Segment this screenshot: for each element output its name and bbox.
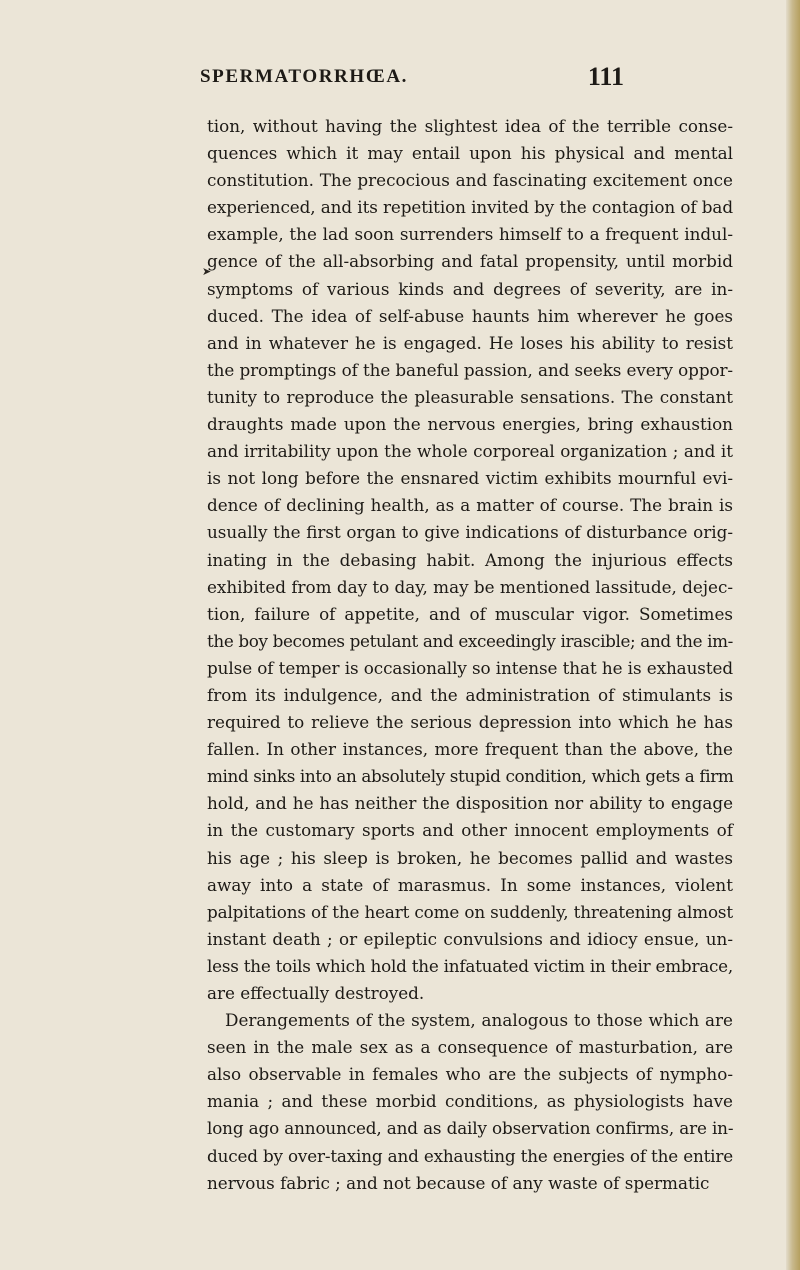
text-line: his age ; his sleep is broken, he becomes pallid and wastes: [207, 847, 733, 868]
text-line: hold, and he has neither the disposition nor ability to engage: [207, 793, 733, 814]
text-line: and in whatever he is engaged. He loses his ability to resist: [207, 332, 733, 353]
text-line: dence of declining health, as a matter of course. The brain is: [207, 495, 733, 516]
text-line: symptoms of various kinds and degrees of severity, are in-: [207, 278, 733, 299]
text-line: constitution. The precocious and fascinating excitement once: [207, 170, 733, 191]
text-line-paragraph-start: Derangements of the system, analogous to those which are: [225, 1010, 733, 1031]
text-line: inating in the debasing habit. Among the injurious effects: [207, 549, 733, 570]
text-line: quences which it may entail upon his physical and mental: [207, 143, 733, 164]
text-line: experienced, and its repetition invited by the contagion of bad: [207, 197, 733, 218]
text-line: instant death ; or epileptic convulsions and idiocy ensue, un-: [207, 928, 733, 949]
text-line: duced by over-taxing and exhausting the energies of the entire: [207, 1145, 733, 1166]
running-head: SPERMATORRHŒA.: [200, 66, 409, 87]
text-line: is not long before the ensnared victim exhibits mournful evi-: [207, 468, 733, 489]
text-line: the boy becomes petulant and exceedingly irascible; and the im-: [207, 630, 733, 651]
text-line: away into a state of marasmus. In some instances, violent: [207, 874, 733, 895]
text-line: and irritability upon the whole corporeal organization ; and it: [207, 441, 733, 462]
text-line: in the customary sports and other innocent employments of: [207, 820, 733, 841]
page-edge: [786, 0, 800, 1270]
body-text: [207, 113, 733, 1197]
text-line: usually the first organ to give indications of disturbance orig-: [207, 522, 733, 543]
text-line: are effectually destroyed.: [207, 983, 425, 1003]
text-line: also observable in females who are the subjects of nympho-: [207, 1064, 733, 1085]
text-line: tunity to reproduce the pleasurable sensations. The constant: [207, 386, 733, 407]
text-line: gence of the all-absorbing and fatal propensity, until morbid: [207, 251, 733, 272]
text-line: required to relieve the serious depression into which he has: [207, 712, 733, 733]
text-line: seen in the male sex as a consequence of masturbation, are: [207, 1037, 733, 1058]
text-line: tion, without having the slightest idea of the terrible conse-: [207, 116, 733, 136]
text-line: the promptings of the baneful passion, and seeks every oppor-: [207, 359, 733, 380]
text-line: example, the lad soon surrenders himself to a frequent indul-: [207, 224, 733, 245]
text-line: tion, failure of appetite, and of muscular vigor. Sometimes: [207, 603, 733, 624]
text-line: mania ; and these morbid conditions, as physiologists have: [207, 1091, 733, 1112]
text-line: from its indulgence, and the administration of stimulants is: [207, 684, 733, 705]
text-line: less the toils which hold the infatuated victim in their embrace,: [207, 955, 733, 976]
page-header: [200, 62, 624, 94]
text-line: palpitations of the heart come on suddenly, threatening almost: [207, 901, 733, 922]
text-line: exhibited from day to day, may be mentioned lassitude, dejec-: [207, 576, 733, 597]
text-line: pulse of temper is occasionally so intense that he is exhausted: [207, 657, 733, 678]
text-line: mind sinks into an absolutely stupid condition, which gets a firm: [207, 766, 734, 787]
margin-mark: ➤: [202, 265, 212, 278]
text-line: long ago announced, and as daily observation confirms, are in-: [207, 1118, 734, 1139]
text-line: nervous fabric ; and not because of any waste of spermatic: [207, 1172, 710, 1193]
text-line: duced. The idea of self-abuse haunts him wherever he goes: [207, 305, 733, 326]
page-number: 111: [587, 62, 624, 91]
text-line: draughts made upon the nervous energies, bring exhaustion: [207, 414, 733, 435]
text-line: fallen. In other instances, more frequent than the above, the: [207, 739, 733, 760]
